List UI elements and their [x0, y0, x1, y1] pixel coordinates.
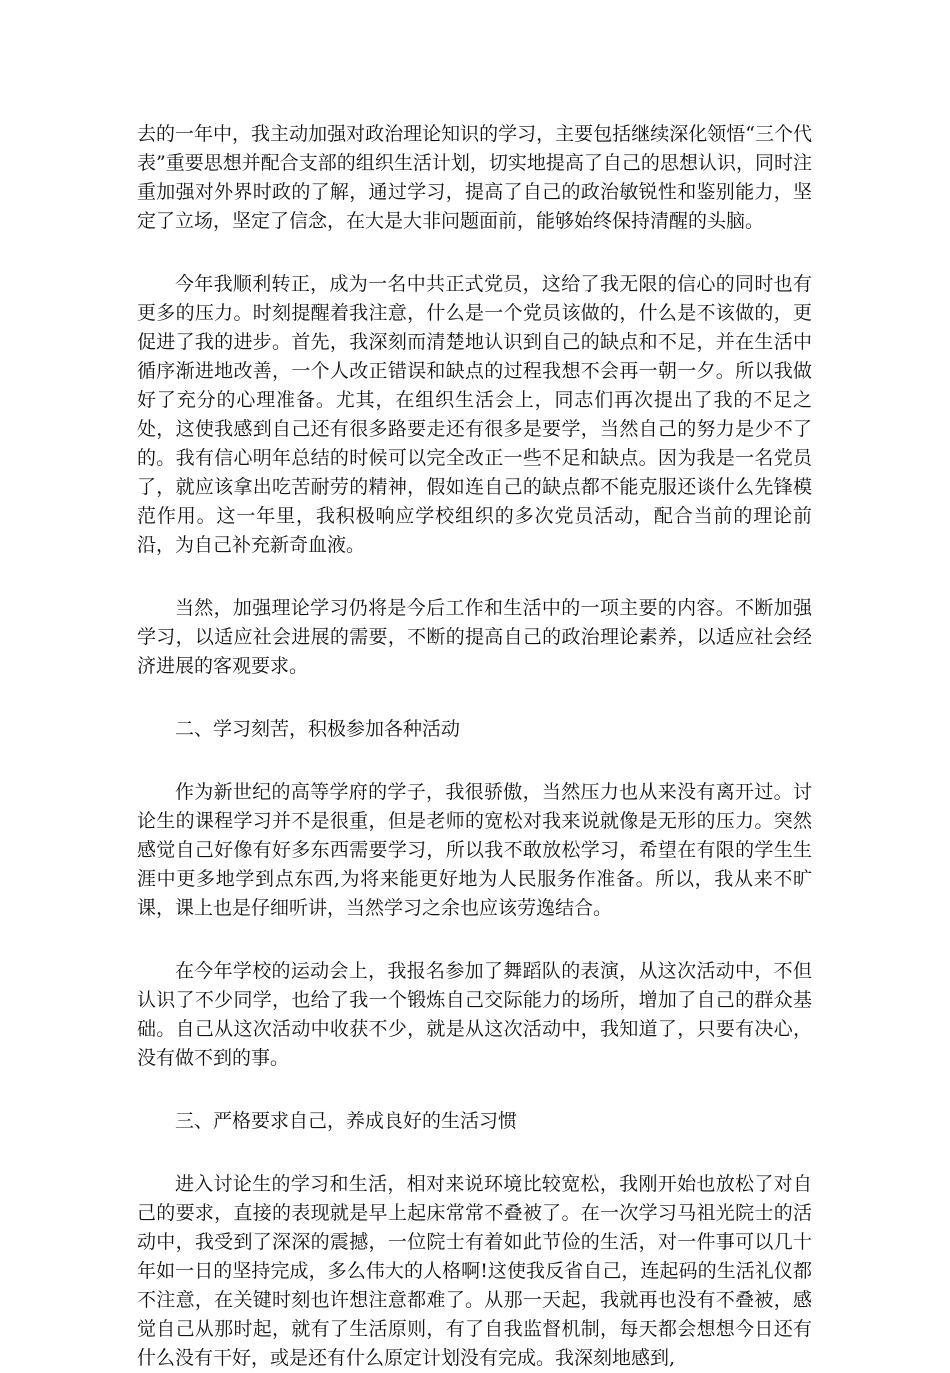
paragraph-political-study: 去的一年中，我主动加强对政治理论知识的学习，主要包括继续深化领悟“三个代表”重要思想并配合支部的组织生活计划，切实地提高了自己的思想认识，同时注重加强对外界时政的了解，通过学习，提高了自己的政治敏锐性和鉴别能力，坚定了立场，坚定了信念，在大是大非问题面前，能够始终保持清醒的头脑。	[137, 123, 812, 232]
section-heading-habits: 三、严格要求自己，养成良好的生活习惯	[175, 1110, 518, 1132]
paragraph-theory-study: 当然，加强理论学习仍将是今后工作和生活中的一项主要的内容。不断加强学习，以适应社会进展的需要，不断的提高自己的政治理论素养，以适应社会经济进展的客观要求。	[137, 597, 812, 677]
section-heading-study: 二、学习刻苦，积极参加各种活动	[175, 718, 461, 740]
paragraph-party-member: 今年我顺利转正，成为一名中共正式党员，这给了我无限的信心的同时也有更多的压力。时刻提醒着我注意，什么是一个党员该做的，什么是不该做的，更促进了我的进步。首先，我深刻而清楚地认识到自己的缺点和不足，并在生活中循序渐进地改善，一个人改正错误和缺点的过程我想不会再一朝一夕。所以我做好了充分的心理准备。尤其，在组织生活会上，同志们再次提出了我的不足之处，这使我感到自己还有很多路要走还有很多是要学，当然自己的努力是少不了的。我有信心明年总结的时候可以完全改正一些不足和缺点。因为我是一名党员了，就应该拿出吃苦耐劳的精神，假如连自己的缺点都不能克服还谈什么先锋模范作用。这一年里，我积极响应学校组织的多次党员活动，配合当前的理论前沿，为自己补充新奇血液。	[137, 273, 812, 556]
paragraph-sports-meet: 在今年学校的运动会上，我报名参加了舞蹈队的表演，从这次活动中，不但认识了不少同学，也给了我一个锻炼自己交际能力的场所，增加了自己的群众基础。自己从这次活动中收获不少，就是从这次活动中，我知道了，只要有决心，没有做不到的事。	[137, 960, 812, 1069]
paragraph-living-habits: 进入讨论生的学习和生活，相对来说环境比较宽松，我刚开始也放松了对自己的要求，直接的表现就是早上起床常常不叠被了。在一次学习马祖光院士的活动中，我受到了深深的震撼，一位院士有着如此节俭的生活，对一件事可以几十年如一日的坚持完成，多么伟大的人格啊!这使我反省自己，连起码的生活礼仪都不注意，在关键时刻也许想注意都难了。从那一天起，我就再也没有不叠被，感觉自己从那时起，就有了生活原则，有了自我监督机制，每天都会想想今日还有什么没有干好，或是还有什么原定计划没有完成。我深刻地感到,	[137, 1173, 812, 1369]
document-body	[137, 120, 812, 1373]
paragraph-graduate-study: 作为新世纪的高等学府的学子，我很骄傲，当然压力也从来没有离开过。讨论生的课程学习并不是很重，但是老师的宽松对我来说就像是无形的压力。突然感觉自己好像有好多东西需要学习，所以我不敢放松学习，希望在有限的学生生涯中更多地学到点东西,为将来能更好地为人民服务作准备。所以，我从来不旷课，课上也是仔细听讲，当然学习之余也应该劳逸结合。	[137, 781, 812, 919]
